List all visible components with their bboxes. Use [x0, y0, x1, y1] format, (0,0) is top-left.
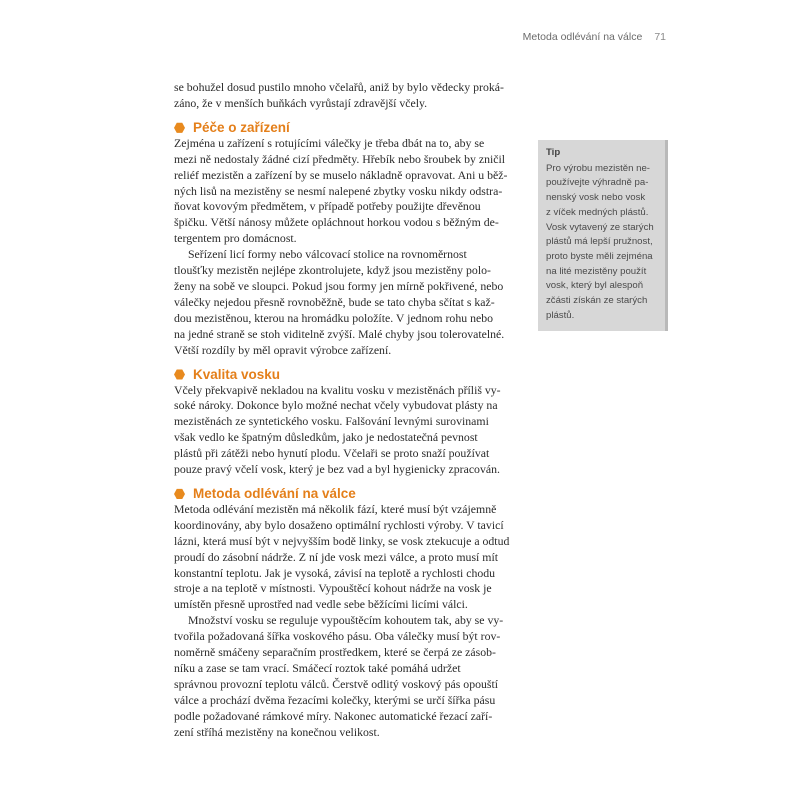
intro-paragraph	[174, 80, 526, 112]
text-line: záno, že v menších buňkách vyrůstají zdravější včely.	[174, 95, 428, 110]
hexagon-bullet-icon	[174, 122, 185, 133]
tip-body	[546, 162, 659, 324]
text-line: špičku. Větší nánosy můžete opláchnout horkou vodou s běžným de-	[174, 215, 499, 230]
tip-line: vosk, který byl alespoň	[546, 280, 644, 292]
text-line: níku a zase se tam vrací. Smáčecí roztok také pomáhá udržet	[174, 661, 461, 675]
text-line: umístěn přesně uprostřed nad vedle sebe běžícími licími válci.	[174, 597, 468, 612]
tip-line: proto byste měli zejména	[546, 250, 653, 262]
text-line: noměrně smáčeny separačním prostředkem, které se čerpá ze zásob-	[174, 645, 496, 660]
text-line: proudí do zásobní nádrže. Z ní jde vosk mezi válce, a proto musí mít	[174, 549, 499, 564]
tip-title: Tip	[546, 147, 561, 158]
text-line: Větší rozdíly by měl opravit výrobce zařízení.	[174, 342, 392, 357]
text-line: Metoda odlévání mezistěn má několik fází, které musí být vzájemně	[174, 501, 497, 516]
hexagon-bullet-icon	[174, 488, 185, 499]
tip-paragraph	[546, 162, 659, 324]
text-line: zení stříhá mezistěny na konečnou velikost.	[174, 724, 380, 739]
tip-line: používejte výhradně pa-	[546, 177, 649, 189]
text-line: správnou provozní teplotu válců. Čerstvě odlitý voskový pás opouští	[174, 676, 499, 691]
tip-line: Pro výrobu mezistěn ne-	[546, 162, 650, 174]
text-line: dou mezistěnou, kterou na hromádku položíte. V jednom rohu nebo	[174, 310, 493, 325]
text-line: mezistěnách ze syntetického vosku. Falšování levnými surovinami	[174, 414, 489, 429]
text-line: se bohužel dosud pustilo mnoho včelařů, aniž by bylo vědecky proká-	[174, 80, 504, 94]
tip-line: zčásti získán ze starých	[546, 295, 648, 307]
hexagon-bullet-icon	[174, 369, 185, 380]
text-line: však vedlo ke špatným důsledkům, jako je nedostatečná pevnost	[174, 430, 478, 445]
page-number: 71	[654, 31, 666, 43]
tip-box	[538, 140, 668, 331]
text-line: lázni, která musí být v nejvyšším bodě linky, se vosk ztekucuje a odtud	[174, 533, 510, 548]
text-line: válce a prochází dvěma řezacími kolečky, kterými se určí šířka pásu	[174, 692, 496, 707]
text-line: reliéf mezistěn a zařízení by se muselo nákladně opravovat. Ani u běž-	[174, 167, 508, 182]
tip-line: na lité mezistěny použít	[546, 265, 647, 277]
text-line: Včely překvapivě nekladou na kvalitu vosku v mezistěnách příliš vy-	[174, 382, 501, 397]
text-line: válečky nejedou přesně rovnoběžně, bude se tato chyba sčítat s kaž-	[174, 294, 495, 309]
sections-container	[174, 120, 526, 741]
body-paragraph	[174, 502, 526, 613]
text-line: Seřízení licí formy nebo válcovací stolice na rovnoměrnost	[188, 247, 467, 262]
body-paragraph	[174, 383, 526, 478]
body-paragraph	[174, 136, 526, 247]
running-head	[523, 31, 666, 43]
section-heading	[174, 367, 526, 383]
text-line: tvořila požadovaná šířka voskového pásu. Oba válečky musí být rov-	[174, 629, 501, 644]
body-paragraph	[174, 247, 526, 358]
tip-line: Vosk vytavený ze starých	[546, 221, 654, 233]
text-line: plástů při zátěži nebo hynutí plodu. Včelaři se proto snaží používat	[174, 446, 490, 461]
text-line: pouze pravý včelí vosk, který je bez vad a byl hygienicky zpracován.	[174, 462, 500, 477]
section-heading	[174, 120, 526, 136]
tip-line: plástů.	[546, 309, 575, 321]
tip-line: nenský vosk nebo vosk	[546, 192, 646, 204]
text-line: stroje a na teplotě v místnosti. Vypouštěcí kohout nádrže na vosk je	[174, 581, 492, 596]
text-line: tloušťky mezistěn nejlépe zkontrolujete, když jsou mezistěny polo-	[174, 263, 491, 278]
text-line: ných lisů na mezistěny se nesmí nalepené zbytky vosku nikdy odstra-	[174, 183, 503, 198]
text-line: ňovat kovovým předmětem, v případě potřeby použijte dřevěnou	[174, 199, 481, 214]
section-heading-text: Péče o zařízení	[193, 119, 290, 135]
text-line: tergentem pro domácnost.	[174, 231, 297, 246]
text-line: konstantní teplotu. Jak je vysoká, závisí na teplotě a rychlosti chodu	[174, 565, 496, 580]
tip-line: plástů má lepší pružnost,	[546, 236, 653, 248]
text-line: mezi ně nedostaly žádné cizí předměty. Hřebík nebo šroubek by zničil	[174, 151, 506, 166]
text-line: podle požadované rámkové míry. Nakonec automatické řezací zaří-	[174, 708, 493, 723]
section-heading-text: Metoda odlévání na válce	[193, 485, 356, 501]
main-text-column	[174, 80, 526, 741]
text-line: Zejména u zařízení s rotujícími válečky je třeba dbát na to, aby se	[174, 135, 485, 150]
text-line: na jedné straně se stoh viditelně zvýší. Malé chyby jsou tolerovatelné.	[174, 326, 505, 341]
section-heading	[174, 486, 526, 502]
text-line: soké nároky. Dokonce bylo možné nechat včely vybudovat plásty na	[174, 398, 498, 413]
section-heading-text: Kvalita vosku	[193, 366, 281, 382]
text-line: koordinovány, aby bylo dosaženo optimální rychlosti výroby. V tavicí	[174, 517, 504, 532]
running-title: Metoda odlévání na válce	[522, 31, 643, 43]
body-paragraph	[174, 613, 526, 740]
text-line: ženy na sobě ve sloupci. Pokud jsou formy jen mírně pokřivené, nebo	[174, 278, 504, 293]
text-line: Množství vosku se reguluje vypouštěcím kohoutem tak, aby se vy-	[188, 613, 504, 628]
tip-line: z víček medných plástů.	[546, 206, 649, 218]
